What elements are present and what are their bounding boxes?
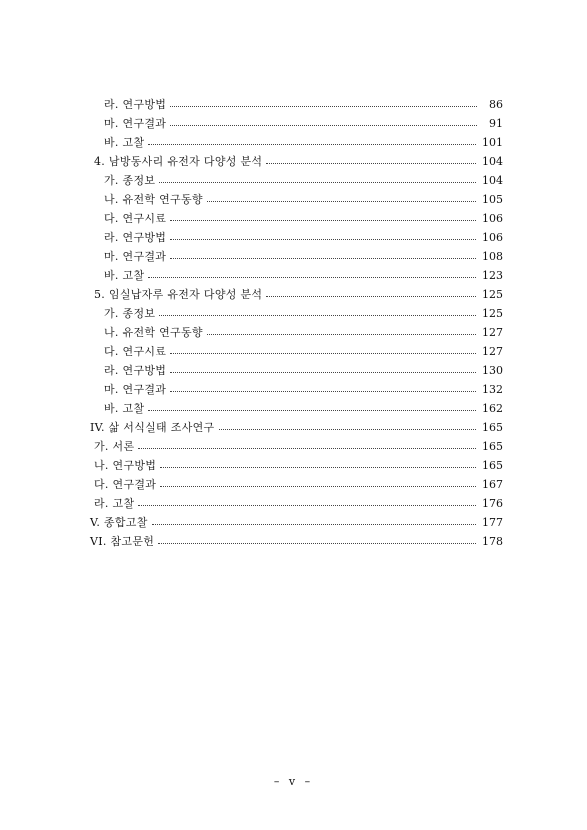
dot-leader [170,105,477,107]
dot-leader [159,314,476,316]
toc-entry-label: 4. 남방동사리 유전자 다양성 분석 [94,155,263,168]
toc-entry-label: IV. 삶 서식실태 조사연구 [90,421,215,434]
dot-leader [207,333,476,335]
toc-entry-page: 165 [482,440,503,453]
toc-entry-label: 바. 고찰 [104,269,145,282]
toc-entry[interactable] [104,380,503,399]
dot-leader [170,352,476,354]
toc-entry-page: 105 [482,193,503,206]
dot-leader [170,124,477,126]
dot-leader [170,390,476,392]
toc-entry[interactable] [104,247,503,266]
dot-leader [159,181,476,183]
toc-entry-label: 라. 연구방법 [104,364,167,377]
toc-entry-page: 125 [482,307,503,320]
dot-leader [170,219,476,221]
toc-entry-page: 132 [482,383,503,396]
dot-leader [138,447,476,449]
toc-entry[interactable] [94,152,503,171]
toc-entry-label: 마. 연구결과 [104,383,167,396]
toc-entry-page: 165 [482,459,503,472]
page-number: – v – [273,775,314,788]
toc-entry[interactable] [90,532,503,551]
toc-entry-label: 다. 연구시료 [104,345,167,358]
toc-entry-label: 라. 연구방법 [104,231,167,244]
toc-entry-page: 104 [482,174,503,187]
toc-entry-page: 106 [482,231,503,244]
dot-leader [148,409,476,411]
toc-entry-page: 162 [482,402,503,415]
dot-leader [170,238,476,240]
toc-entry-page: 130 [482,364,503,377]
toc-entry-page: 91 [489,117,503,130]
dot-leader [160,466,476,468]
toc-entry-page: 176 [482,497,503,510]
dot-leader [148,276,476,278]
toc-entry[interactable] [90,513,503,532]
toc-entry[interactable] [94,475,503,494]
toc-entry[interactable] [104,304,503,323]
toc-entry-label: 마. 연구결과 [104,250,167,263]
toc-entry-page: 127 [482,326,503,339]
toc-entry-page: 127 [482,345,503,358]
toc-entry-label: 나. 유전학 연구동향 [104,326,203,339]
toc-entry-label: 라. 연구방법 [104,98,167,111]
toc-entry-label: 나. 유전학 연구동향 [104,193,203,206]
toc-entry-label: 가. 종정보 [104,307,156,320]
toc-entry-label: 가. 서론 [94,440,135,453]
toc-entry[interactable] [104,361,503,380]
dot-leader [160,485,476,487]
toc-entry-page: 123 [482,269,503,282]
toc-entry[interactable] [104,114,503,133]
toc-entry-page: 167 [482,478,503,491]
toc-entry-page: 165 [482,421,503,434]
toc-entry-page: 108 [482,250,503,263]
dot-leader [207,200,476,202]
toc-entry-label: VI. 참고문헌 [90,535,155,548]
toc-entry-label: 5. 임실납자루 유전자 다양성 분석 [94,288,263,301]
toc-entry-label: 마. 연구결과 [104,117,167,130]
toc-entry[interactable] [104,171,503,190]
toc-entry-label: 라. 고찰 [94,497,135,510]
toc-entry-label: 바. 고찰 [104,402,145,415]
toc-entry[interactable] [104,95,503,114]
toc-entry[interactable] [94,285,503,304]
toc-entry[interactable] [104,399,503,418]
toc-entry-page: 86 [489,98,503,111]
toc-entry-label: 가. 종정보 [104,174,156,187]
toc-entry[interactable] [104,228,503,247]
toc-entry-label: 바. 고찰 [104,136,145,149]
toc-entry[interactable] [94,494,503,513]
dot-leader [152,523,476,525]
toc-entry-page: 101 [482,136,503,149]
toc-entry-page: 106 [482,212,503,225]
toc-entry-page: 177 [482,516,503,529]
toc-entry[interactable] [94,456,503,475]
dot-leader [266,295,476,297]
dot-leader [138,504,476,506]
dot-leader [219,428,477,430]
toc-entry-label: 다. 연구결과 [94,478,157,491]
toc-entry-label: 다. 연구시료 [104,212,167,225]
toc-entry-page: 104 [482,155,503,168]
toc-entry[interactable] [104,133,503,152]
dot-leader [148,143,476,145]
dot-leader [170,257,476,259]
toc-entry-page: 178 [482,535,503,548]
toc-entry-label: V. 종합고찰 [90,516,148,529]
toc-entry-label: 나. 연구방법 [94,459,157,472]
toc-entry[interactable] [104,190,503,209]
toc-entry[interactable] [104,342,503,361]
toc-entry[interactable] [94,437,503,456]
dot-leader [170,371,476,373]
dot-leader [158,542,476,544]
dot-leader [266,162,476,164]
toc-entry[interactable] [104,323,503,342]
toc-entry[interactable] [104,266,503,285]
toc-entry[interactable] [104,209,503,228]
toc-entry-page: 125 [482,288,503,301]
toc-entry[interactable] [90,418,503,437]
